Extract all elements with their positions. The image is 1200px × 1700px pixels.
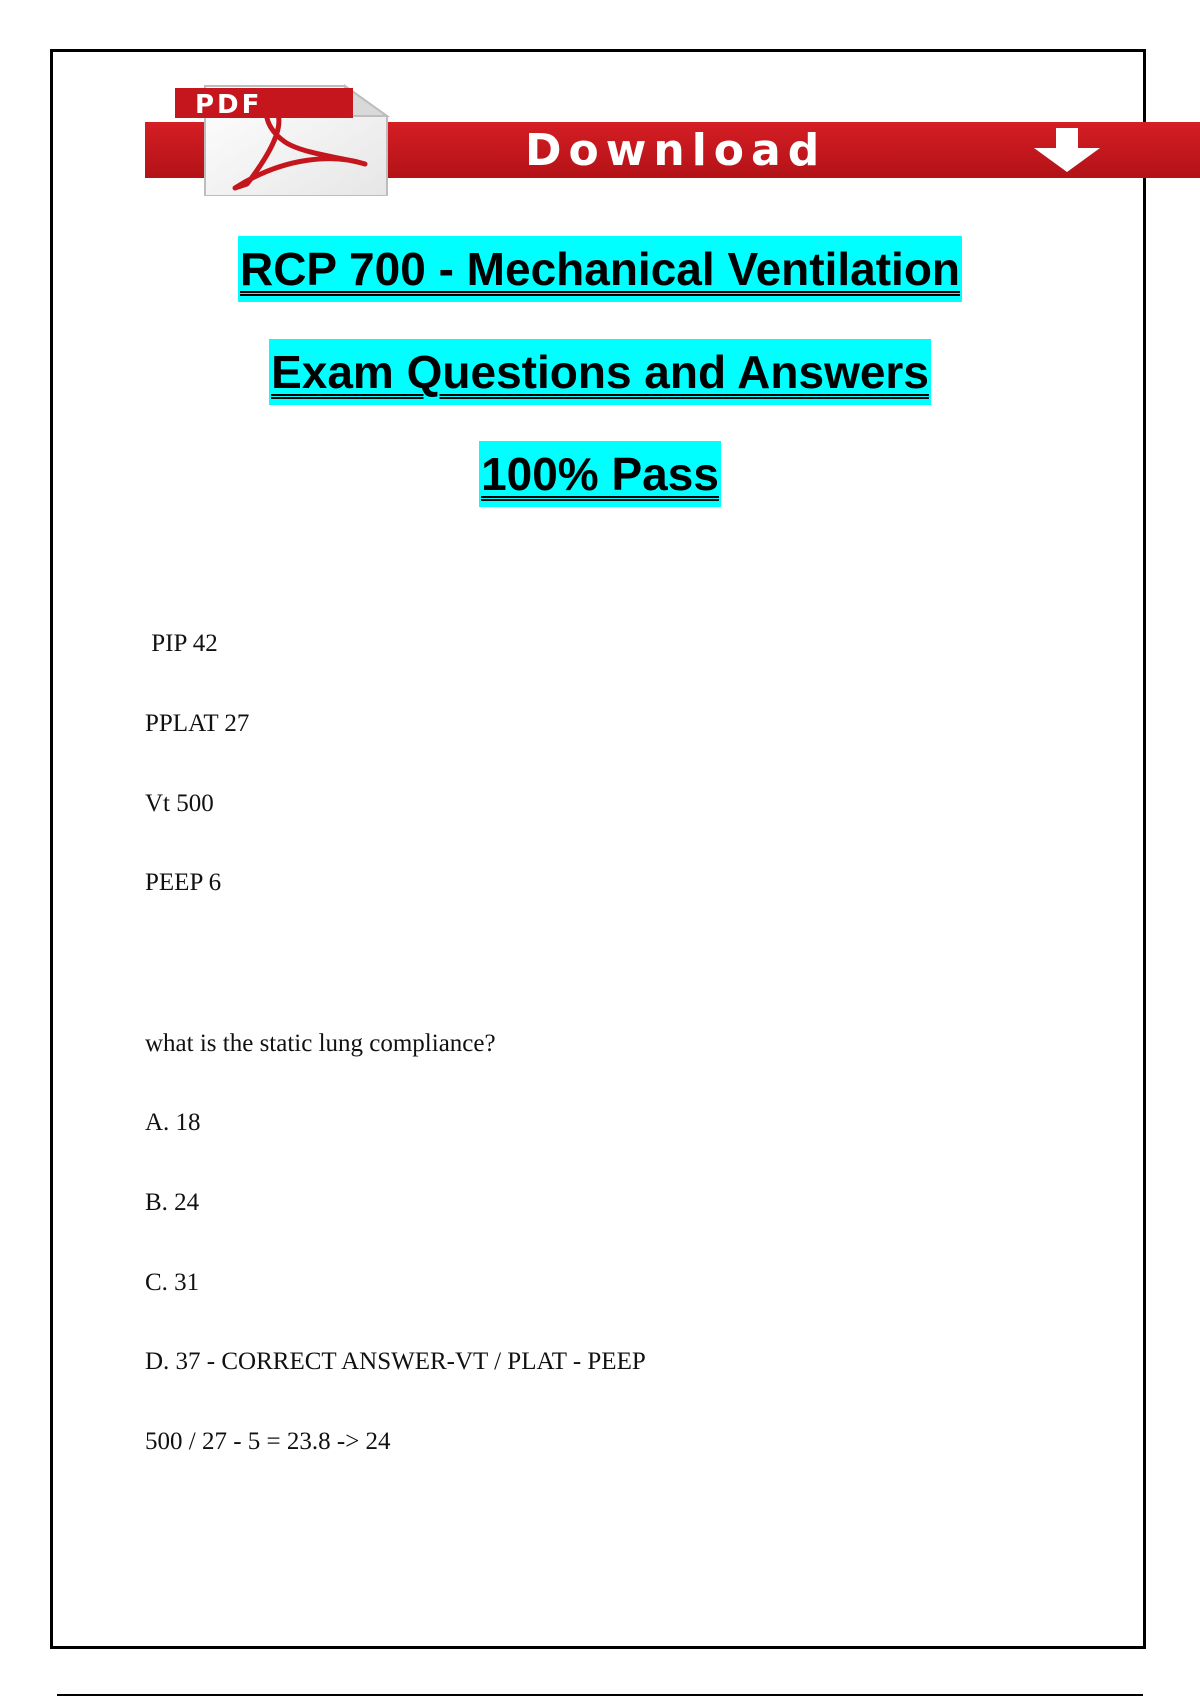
given-pip: PIP 42 bbox=[145, 630, 218, 657]
title-text-3: 100% Pass bbox=[479, 441, 721, 507]
bottom-rule bbox=[57, 1694, 1143, 1696]
question-text: what is the static lung compliance? bbox=[145, 1030, 496, 1057]
calculation-work: 500 / 27 - 5 = 23.8 -> 24 bbox=[145, 1428, 391, 1455]
pdf-label: PDF bbox=[195, 90, 263, 120]
download-label[interactable]: Download bbox=[525, 125, 827, 176]
pdf-tab bbox=[175, 88, 353, 118]
option-a: A. 18 bbox=[145, 1109, 201, 1136]
pdf-download-banner[interactable] bbox=[145, 78, 1200, 193]
title-line-1 bbox=[0, 236, 1200, 302]
title-line-3 bbox=[0, 441, 1200, 507]
given-pplat: PPLAT 27 bbox=[145, 710, 250, 737]
given-peep: PEEP 6 bbox=[145, 869, 222, 896]
option-b: B. 24 bbox=[145, 1189, 200, 1216]
title-text-1: RCP 700 - Mechanical Ventilation bbox=[238, 236, 962, 302]
option-c: C. 31 bbox=[145, 1269, 200, 1296]
option-d: D. 37 - CORRECT ANSWER-VT / PLAT - PEEP bbox=[145, 1348, 646, 1375]
download-arrow-icon[interactable] bbox=[1030, 128, 1104, 174]
title-line-2 bbox=[0, 339, 1200, 405]
given-vt: Vt 500 bbox=[145, 790, 214, 817]
title-text-2: Exam Questions and Answers bbox=[269, 339, 931, 405]
pdf-document-icon bbox=[175, 84, 400, 196]
